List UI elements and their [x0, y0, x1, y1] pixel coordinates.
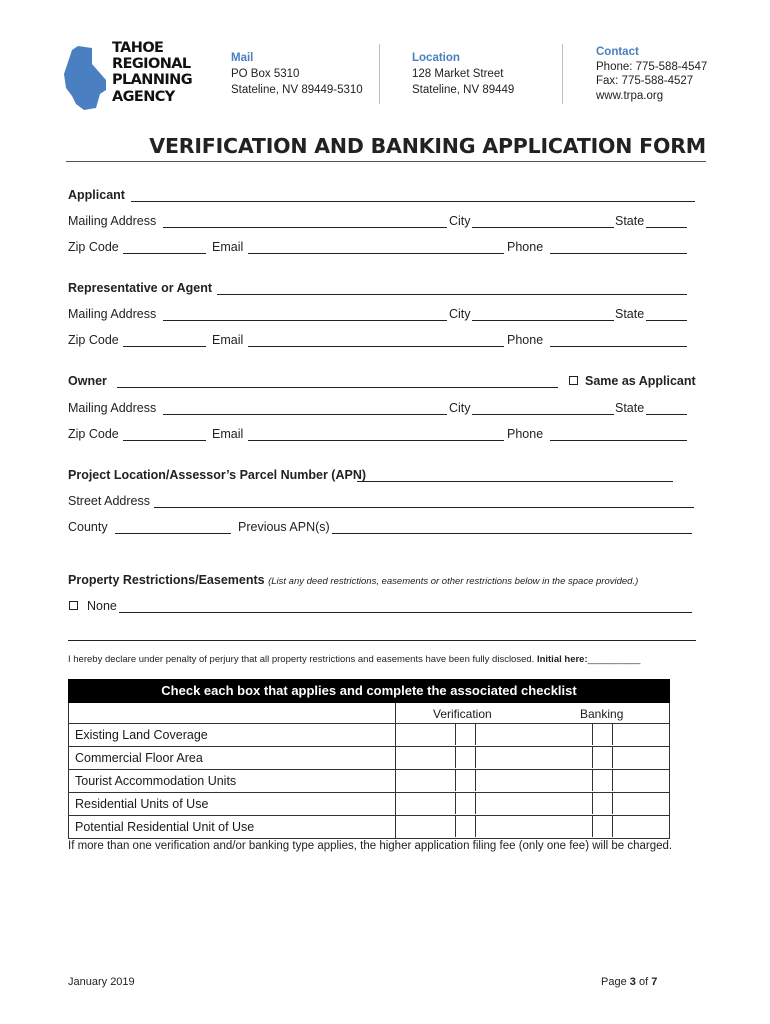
city-label: City: [449, 214, 471, 228]
city-field[interactable]: [472, 227, 614, 228]
verification-checkbox[interactable]: [455, 770, 476, 791]
contact-web[interactable]: www.trpa.org: [596, 89, 664, 102]
mailing-address-field[interactable]: [163, 227, 447, 228]
checklist-header: Check each box that applies and complete the associated checklist: [68, 679, 670, 703]
email-label: Email: [212, 427, 244, 441]
verification-checkbox[interactable]: [455, 724, 476, 745]
email-field[interactable]: [248, 346, 504, 347]
trpa-logo-icon: [62, 44, 108, 112]
email-field[interactable]: [248, 440, 504, 441]
state-field[interactable]: [646, 227, 687, 228]
location-line: Stateline, NV 89449: [412, 84, 515, 96]
checklist-footnote: If more than one verification and/or banking type applies, the higher application filing fee (only one fee) will be charged.: [68, 840, 673, 852]
page-number: [601, 976, 657, 988]
form-title: VERIFICATION AND BANKING APPLICATION FORM: [149, 134, 706, 158]
state-label: State: [615, 307, 645, 321]
zip-label: Zip Code: [68, 427, 119, 441]
footer-date: January 2019: [68, 976, 135, 988]
page-prefix: Page: [601, 976, 627, 988]
county-label: County: [68, 520, 108, 534]
zip-field[interactable]: [123, 253, 206, 254]
mail-line: Stateline, NV 89449-5310: [231, 84, 363, 96]
column-divider: [395, 816, 396, 838]
col-verification: Verification: [433, 707, 492, 721]
contact-block: [596, 45, 707, 103]
org-name-line: AGENCY: [112, 88, 175, 105]
row-label: Potential Residential Unit of Use: [75, 820, 255, 834]
location-heading: Location: [412, 52, 460, 64]
restrictions-hint: (List any deed restrictions, easements or other restrictions below in the space provided.): [268, 576, 639, 587]
contact-heading: Contact: [596, 46, 639, 58]
project-apn-label: Project Location/Assessor’s Parcel Number (APN): [68, 468, 367, 482]
checklist-subheader: [68, 703, 670, 724]
state-label: State: [615, 214, 645, 228]
county-field[interactable]: [115, 533, 231, 534]
phone-label: Phone: [507, 333, 544, 347]
mailing-address-field[interactable]: [163, 320, 447, 321]
city-field[interactable]: [472, 414, 614, 415]
applicant-label: Applicant: [68, 188, 125, 202]
phone-field[interactable]: [550, 440, 687, 441]
restrictions-field[interactable]: [119, 612, 692, 613]
none-label: None: [87, 599, 117, 613]
banking-checkbox[interactable]: [592, 770, 613, 791]
col-banking: Banking: [580, 707, 624, 721]
restrictions-heading: [68, 573, 638, 589]
representative-label: Representative or Agent: [68, 281, 213, 295]
mail-line: PO Box 5310: [231, 68, 300, 80]
phone-field[interactable]: [550, 346, 687, 347]
previous-apn-field[interactable]: [332, 533, 692, 534]
declaration-text: I hereby declare under penalty of perjury that all property restrictions and easements have been fully disclosed.: [68, 654, 535, 665]
table-row: [68, 747, 670, 770]
org-name-line: TAHOE: [112, 40, 164, 56]
city-label: City: [449, 307, 471, 321]
initial-label: Initial here:: [536, 654, 588, 665]
verification-checkbox[interactable]: [455, 747, 476, 768]
zip-label: Zip Code: [68, 333, 119, 347]
verification-checkbox[interactable]: [455, 793, 476, 814]
same-as-applicant-checkbox[interactable]: [569, 376, 578, 385]
zip-field[interactable]: [123, 346, 206, 347]
verification-checkbox[interactable]: [455, 816, 476, 837]
mailing-address-label: Mailing Address: [68, 214, 157, 228]
representative-field[interactable]: [217, 294, 687, 295]
org-name-line: REGIONAL: [112, 56, 191, 73]
column-divider: [395, 703, 396, 723]
mail-heading: Mail: [231, 52, 254, 64]
email-label: Email: [212, 333, 244, 347]
table-row: [68, 770, 670, 793]
state-field[interactable]: [646, 320, 687, 321]
declaration: [68, 652, 640, 667]
restrictions-label: Property Restrictions/Easements: [68, 573, 265, 587]
column-divider: [395, 770, 396, 792]
divider: [562, 44, 563, 104]
initial-field[interactable]: __________: [587, 654, 641, 665]
mailing-address-label: Mailing Address: [68, 307, 157, 321]
column-divider: [395, 793, 396, 815]
state-field[interactable]: [646, 414, 687, 415]
banking-checkbox[interactable]: [592, 793, 613, 814]
contact-fax: Fax: 775-588-4527: [596, 75, 694, 87]
city-label: City: [449, 401, 471, 415]
column-divider: [395, 724, 396, 746]
phone-field[interactable]: [550, 253, 687, 254]
email-label: Email: [212, 240, 244, 254]
table-row: [68, 816, 670, 839]
row-label: Commercial Floor Area: [75, 751, 203, 765]
org-name: [112, 40, 192, 105]
street-address-label: Street Address: [68, 494, 150, 508]
page-of: of: [638, 976, 649, 988]
zip-field[interactable]: [123, 440, 206, 441]
org-name-line: PLANNING: [112, 72, 192, 89]
applicant-field[interactable]: [131, 201, 695, 202]
banking-checkbox[interactable]: [592, 747, 613, 768]
state-label: State: [615, 401, 645, 415]
mailing-address-label: Mailing Address: [68, 401, 157, 415]
page-current: 3: [629, 976, 636, 988]
previous-apn-label: Previous APN(s): [238, 520, 330, 534]
row-label: Tourist Accommodation Units: [75, 774, 237, 788]
project-apn-field[interactable]: [357, 481, 673, 482]
phone-label: Phone: [507, 427, 544, 441]
page-total: 7: [651, 976, 658, 988]
phone-label: Phone: [507, 240, 544, 254]
mailing-address-field[interactable]: [163, 414, 447, 415]
row-label: Existing Land Coverage: [75, 728, 208, 742]
location-line: 128 Market Street: [412, 68, 504, 80]
same-as-applicant-label: Same as Applicant: [585, 374, 696, 388]
city-field[interactable]: [472, 320, 614, 321]
email-field[interactable]: [248, 253, 504, 254]
column-divider: [395, 747, 396, 769]
zip-label: Zip Code: [68, 240, 119, 254]
mail-block: [231, 50, 363, 98]
table-row: [68, 793, 670, 816]
checklist-table: [68, 679, 670, 839]
location-block: [412, 50, 514, 98]
divider: [379, 44, 380, 104]
row-label: Residential Units of Use: [75, 797, 209, 811]
none-checkbox[interactable]: [69, 601, 78, 610]
restrictions-field-2[interactable]: [68, 640, 696, 641]
owner-label: Owner: [68, 374, 107, 388]
contact-phone: Phone: 775-588-4547: [596, 60, 708, 73]
table-row: [68, 724, 670, 747]
title-rule: [66, 161, 706, 162]
street-address-field[interactable]: [154, 507, 694, 508]
banking-checkbox[interactable]: [592, 724, 613, 745]
owner-field[interactable]: [117, 387, 558, 388]
banking-checkbox[interactable]: [592, 816, 613, 837]
